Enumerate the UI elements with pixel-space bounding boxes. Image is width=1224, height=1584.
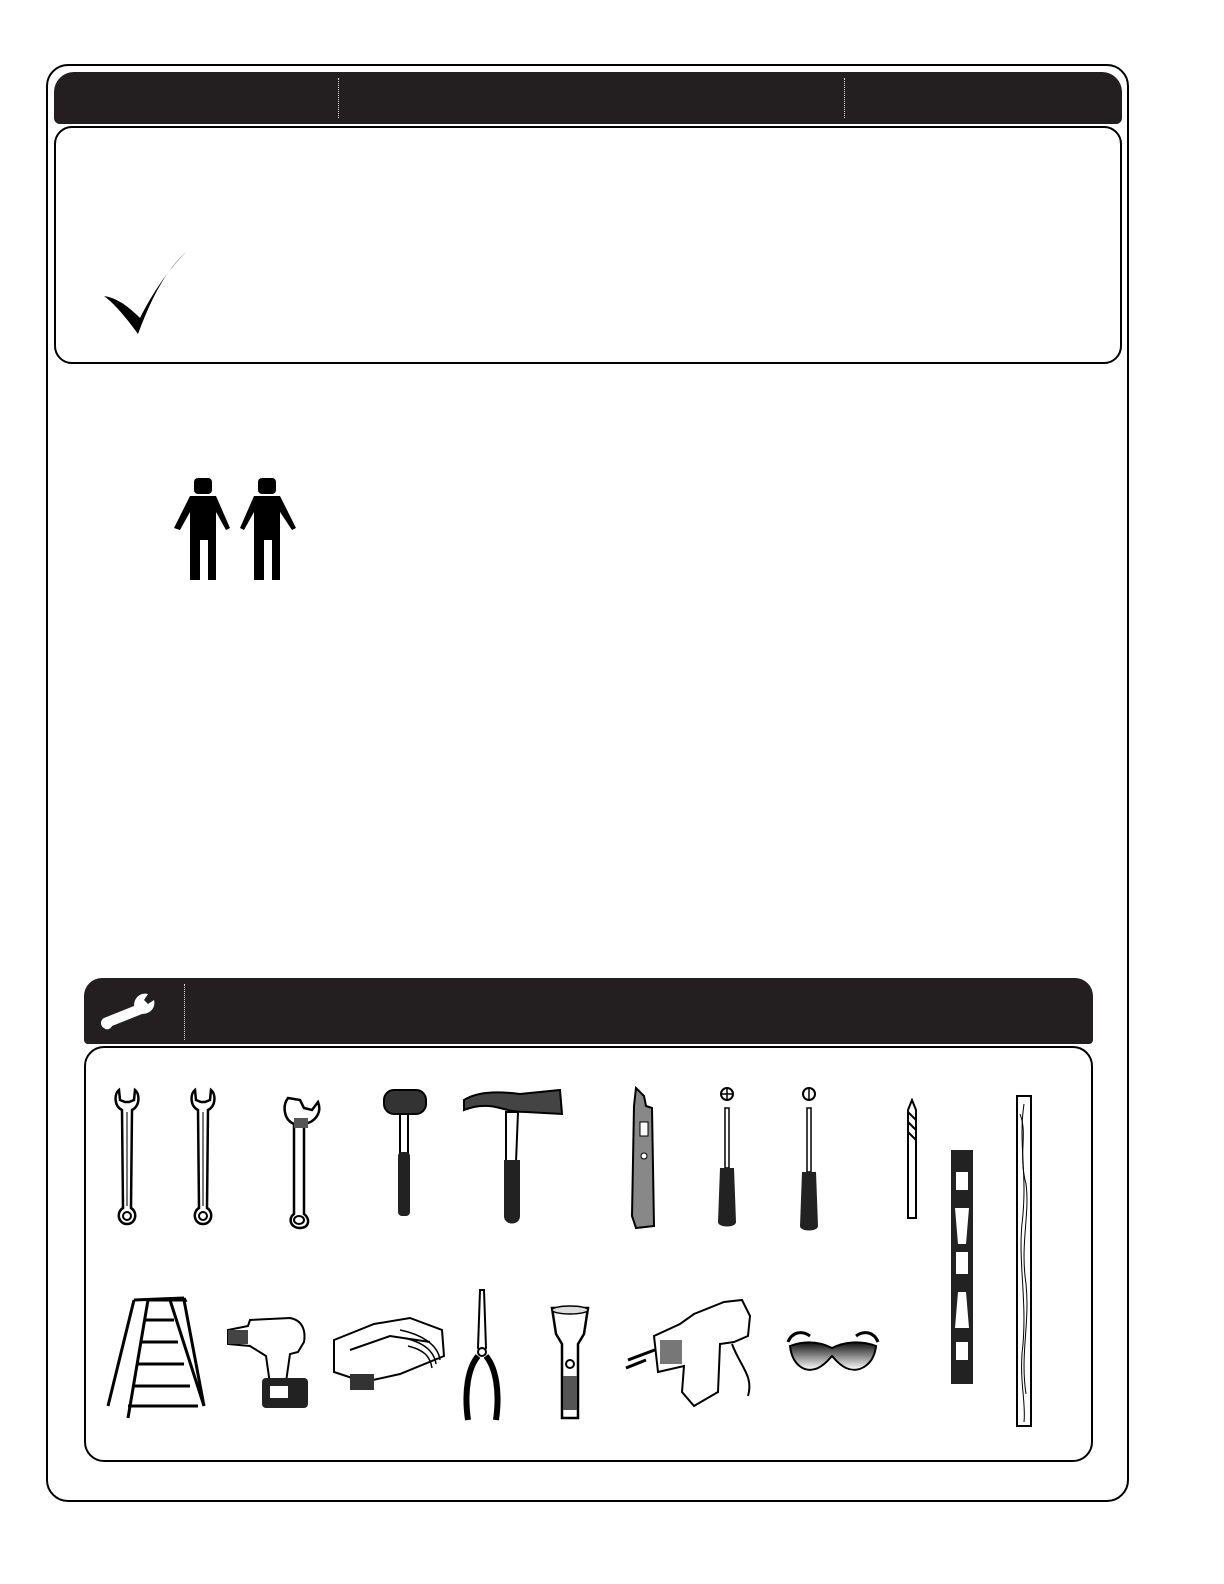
- tools-header-divider: [184, 984, 185, 1040]
- combination-wrench-icon: [112, 1086, 142, 1228]
- level-icon: [950, 1148, 974, 1386]
- safety-glasses-icon: [786, 1328, 880, 1378]
- utility-knife-icon: [626, 1086, 666, 1230]
- hammer-drill-icon: [624, 1296, 754, 1412]
- step-ladder-icon: [104, 1296, 208, 1422]
- header-divider: [338, 78, 339, 118]
- combination-wrench-icon: [188, 1086, 218, 1228]
- needle-nose-pliers-icon: [460, 1288, 504, 1424]
- cordless-drill-icon: [226, 1316, 310, 1412]
- drill-bit-icon: [904, 1098, 920, 1222]
- flashlight-icon: [548, 1304, 592, 1424]
- two-people-icon: [170, 476, 300, 584]
- staple-gun-icon: [330, 1316, 448, 1400]
- adjustable-wrench-icon: [280, 1094, 324, 1230]
- rubber-mallet-icon: [380, 1088, 428, 1220]
- wrench-icon: [98, 986, 164, 1036]
- phillips-screwdriver-icon: [712, 1086, 742, 1228]
- checkmark-icon: [98, 246, 194, 342]
- info-box: [54, 126, 1122, 364]
- header-bar: [54, 72, 1122, 124]
- tools-header-bar: [84, 978, 1093, 1044]
- claw-hammer-icon: [460, 1086, 568, 1230]
- flathead-screwdriver-icon: [794, 1086, 824, 1232]
- wood-board-icon: [1014, 1094, 1034, 1428]
- header-divider: [844, 78, 845, 118]
